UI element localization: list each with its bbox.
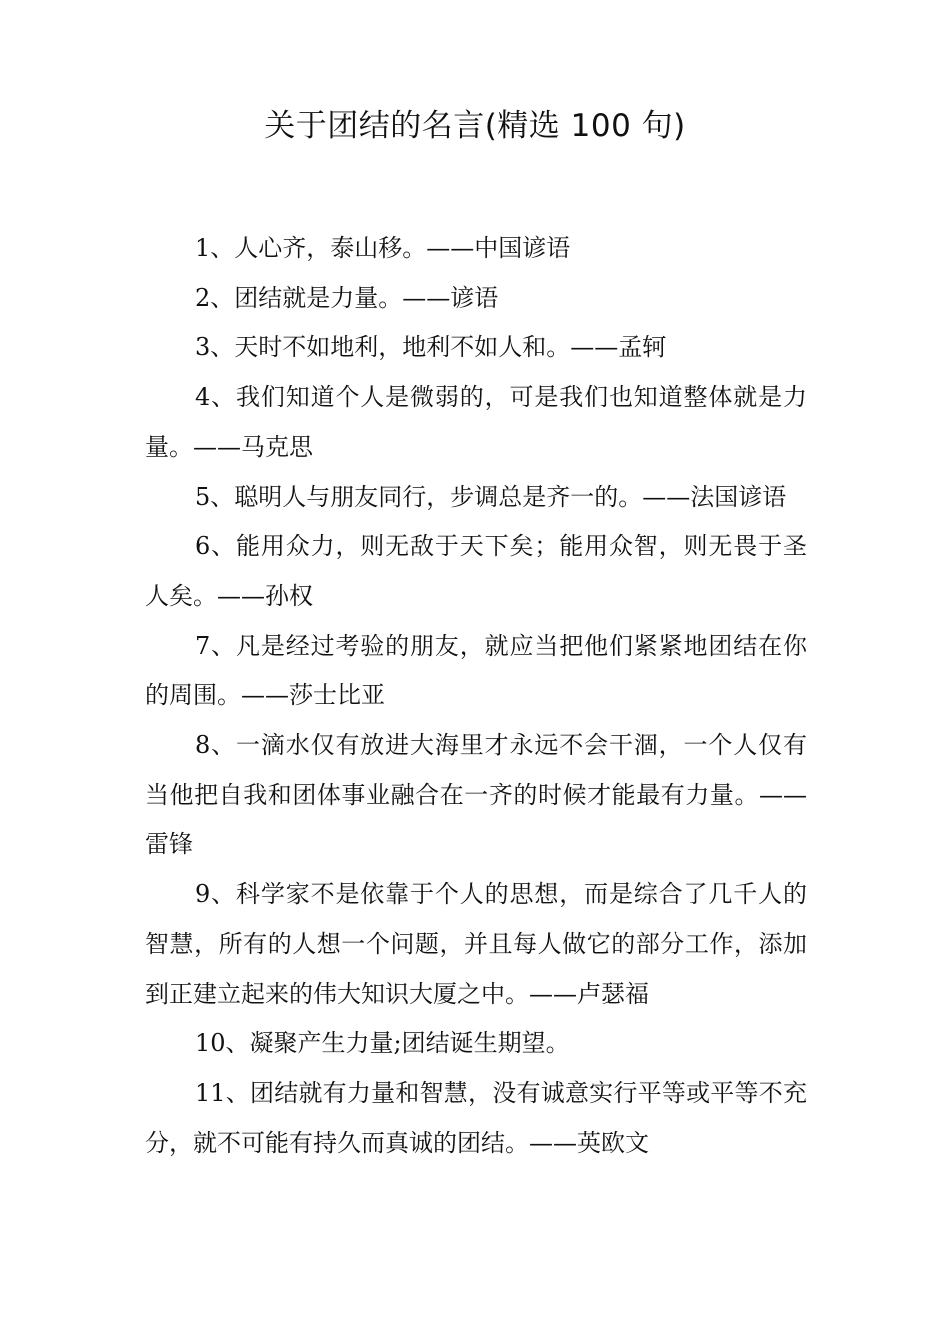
quote-item: 10、凝聚产生力量;团结诞生期望。 xyxy=(195,1029,570,1058)
quote-item: 2、团结就是力量。——谚语 xyxy=(195,283,499,312)
quote-item: 5、聪明人与朋友同行，步调总是齐一的。——法国谚语 xyxy=(195,482,787,511)
quote-list xyxy=(145,224,807,1168)
quote-item: 6、能用众力，则无敌于天下矣；能用众智，则无畏于圣人矣。——孙权 xyxy=(145,532,807,610)
document-title: 关于团结的名言(精选 100 句) xyxy=(264,108,686,144)
quote-item: 11、团结就有力量和智慧，没有诚意实行平等或平等不充分，就不可能有持久而真诚的团结。——英欧文 xyxy=(145,1078,807,1157)
quote-item: 4、我们知道个人是微弱的，可是我们也知道整体就是力量。——马克思 xyxy=(145,383,807,461)
quote-item: 9、科学家不是依靠于个人的思想，而是综合了几千人的智慧，所有的人想一个问题，并且每人做它的部分工作，添加到正建立起来的伟大知识大厦之中。——卢瑟福 xyxy=(145,880,807,1008)
quote-item: 1、人心齐，泰山移。——中国谚语 xyxy=(195,234,571,262)
quote-item: 7、凡是经过考验的朋友，就应当把他们紧紧地团结在你的周围。——莎士比亚 xyxy=(145,631,807,710)
quote-item: 3、天时不如地利，地利不如人和。——孟轲 xyxy=(195,333,667,362)
quote-item: 8、一滴水仅有放进大海里才永远不会干涸，一个人仅有当他把自我和团体事业融合在一齐的时候才能最有力量。——雷锋 xyxy=(145,731,807,859)
